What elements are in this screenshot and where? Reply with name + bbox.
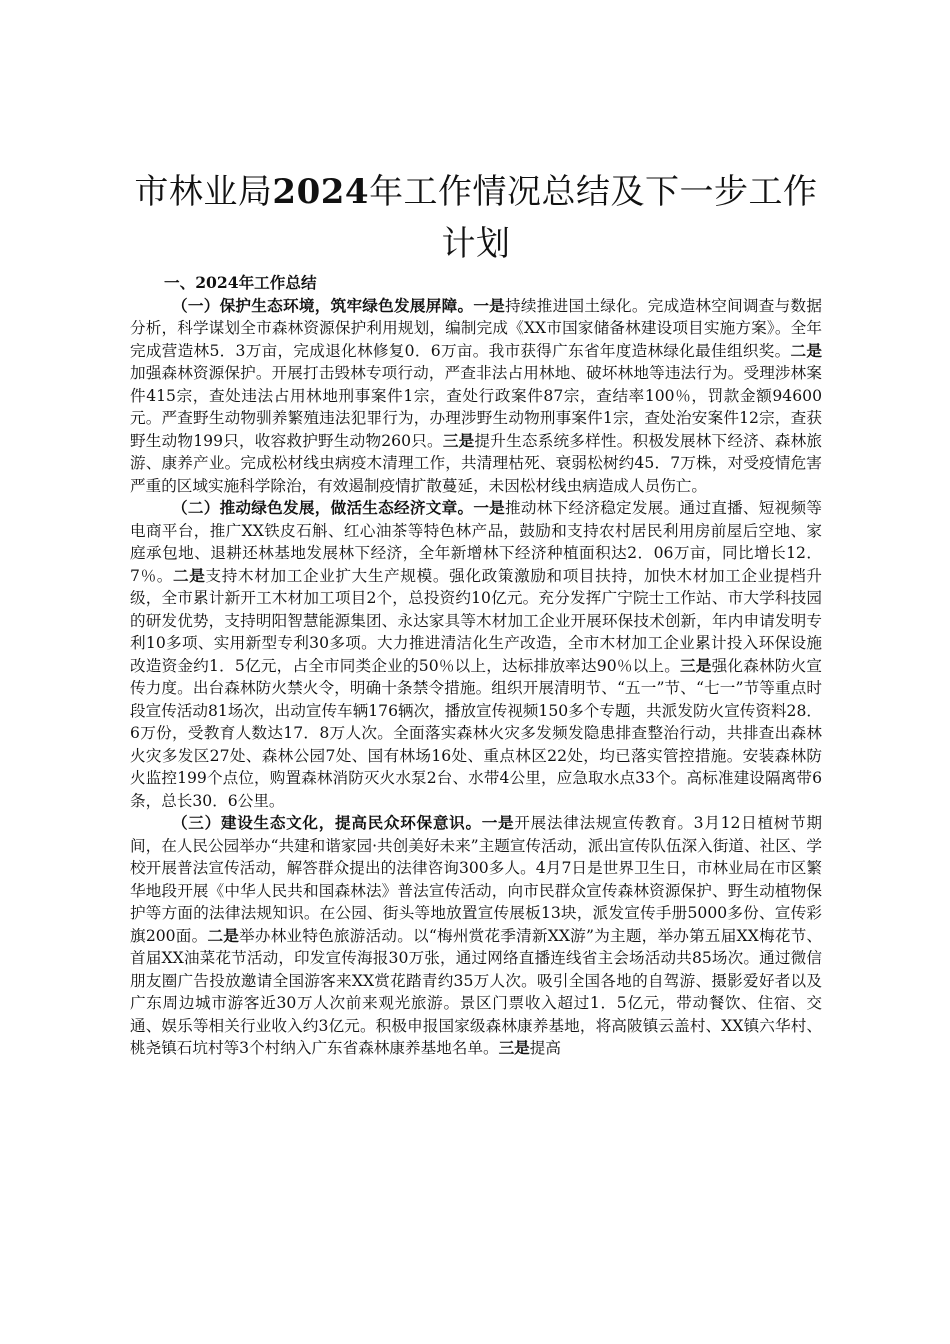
section-heading: 一、2024年工作总结	[164, 273, 317, 292]
title-part-1: 市林业局	[134, 172, 273, 212]
paragraph-3-text-2: 举办林业特色旅游活动。以“梅州赏花季清新XX游”为主题，举办第五届XX梅花节、首届XX油菜花节活动，印发宣传海报30万张，通过网络直播连线省主会场活动共85场次。通过微信朋友圈广告投放邀请全国游客来XX赏花踏青约35万人次。吸引全国各地的自驾游、摄影爱好者以及广东周边城市游客近30万人次前来观光旅游。景区门票收入超过1．5亿元，带动餐饮、住宿、交通、娱乐等相关行业收入约3亿元。积极申报国家级森林康养基地，将高陂镇云盖村、XX镇六华村、桃尧镇石坑村等3个村纳入广东省森林康养基地名单。	[130, 926, 822, 1057]
paragraph-1-text-3: 提升生态系统多样性。积极发展林下经济、森林旅游、康养产业。完成松材线虫病疫木清理工作，共清理枯死、衰弱松树约45．7万株，对受疫情危害严重的区域实施科学除治，有效遏制疫情扩散蔓延，未因松材线虫病造成人员伤亡。	[130, 431, 822, 495]
paragraph-1	[130, 295, 822, 498]
paragraph-1-marker-1: 一是	[473, 295, 506, 315]
paragraph-2-marker-1: 一是	[473, 498, 506, 517]
paragraph-1-text-1: 持续推进国土绿化。完成造林空间调查与数据分析，科学谋划全市森林资源保护利用规划，编制完成《XX市国家储备林建设项目实施方案》。全年完成营造林5．3万亩，完成退化林修复0．6万亩。我市获得广东省年度造林绿化最佳组织奖。	[130, 296, 822, 360]
paragraph-2	[130, 497, 822, 812]
paragraph-3	[130, 812, 822, 1060]
document-title	[130, 166, 822, 270]
title-year: 2024	[272, 172, 370, 212]
paragraph-2-text-2: 支持木材加工企业扩大生产规模。强化政策激励和项目扶持，加快木材加工企业提档升级，全市累计新开工木材加工项目2个，总投资约10亿元。充分发挥广宁院士工作站、市大学科技园的研发优势，支持明阳智慧能源集团、永达家具等木材加工企业开展环保技术创新，年内申请发明专利10多项、实用新型专利30多项。大力推进清洁化生产改造，全市木材加工企业累计投入环保设施改造资金约1．5亿元，占全市同类企业的50％以上，达标排放率达90％以上。	[130, 566, 822, 675]
title-line-2: 计划	[441, 224, 511, 264]
paragraph-3-text-3: 提高	[529, 1039, 561, 1057]
paragraph-3-text-1: 开展法律法规宣传教育。3月12日植树节期间，在人民公园举办“共建和谐家园·共创美好未来”主题宣传活动，派出宣传队伍深入街道、社区、学校开展普法宣传活动，解答群众提出的法律咨询300多人。4月7日是世界卫生日，市林业局在市区繁华地段开展《中华人民共和国森林法》普法宣传活动，向市民群众宣传森林资源保护、野生动植物保护等方面的法律法规知识。在公园、街头等地放置宣传展板13块，派发宣传手册5000多份、宣传彩旗200面。	[130, 814, 822, 945]
paragraph-1-marker-3: 三是	[442, 430, 475, 450]
paragraph-3-marker-2: 二是	[207, 925, 240, 945]
paragraph-3-marker-3: 三是	[498, 1038, 530, 1057]
paragraph-1-marker-2: 二是	[790, 340, 822, 360]
paragraph-3-heading: （三）建设生态文化，提高民众环保意识。	[172, 813, 482, 832]
paragraph-1-text-2: 加强森林资源保护。开展打击毁林专项行动，严查非法占用林地、破坏林地等违法行为。受理涉林案件415宗，查处违法占用林地刑事案件1宗，查处行政案件87宗，查结率100％，罚款金额94600元。严查野生动物驯养繁殖违法犯罪行为，办理涉野生动物刑事案件1宗，查处治安案件12宗，查获野生动物199只，收容救护野生动物260只。	[130, 364, 822, 450]
title-part-2: 年工作情况总结及下一步工作	[369, 172, 818, 212]
paragraph-2-text-3: 强化森林防火宣传力度。出台森林防火禁火令，明确十条禁令措施。组织开展清明节、“五一”节、“七一”节等重点时段宣传活动81场次，出动宣传车辆176辆次，播放宣传视频150多个专题，共派发防火宣传资料28．6万份，受教育人数达17．8万人次。全面落实森林火灾多发频发隐患排查整治行动，共排查出森林火灾多发区27处、森林公园7处、国有林场16处、重点林区22处，均已落实管控措施。安装森林防火监控199个点位，购置森林消防灭火水泵2台、水带4公里，应急取水点33个。高标准建设隔离带6条，总长30．6公里。	[130, 656, 822, 810]
paragraph-3-marker-1: 一是	[481, 813, 515, 832]
document-page	[130, 166, 822, 1060]
paragraph-1-heading: （一）保护生态环境，筑牢绿色发展屏障。	[172, 295, 474, 315]
paragraph-2-text-1: 推动林下经济稳定发展。通过直播、短视频等电商平台，推广XX铁皮石斛、红心油茶等特色林产品，鼓励和支持农村居民利用房前屋后空地、家庭承包地、退耕还林基地发展林下经济，全年新增林下经济种植面积达2．06万亩，同比增长12．7％。	[130, 499, 822, 585]
paragraph-2-marker-3: 三是	[680, 655, 712, 675]
paragraph-2-heading: （二）推动绿色发展，做活生态经济文章。	[172, 498, 474, 517]
paragraph-2-marker-2: 二是	[173, 565, 206, 585]
